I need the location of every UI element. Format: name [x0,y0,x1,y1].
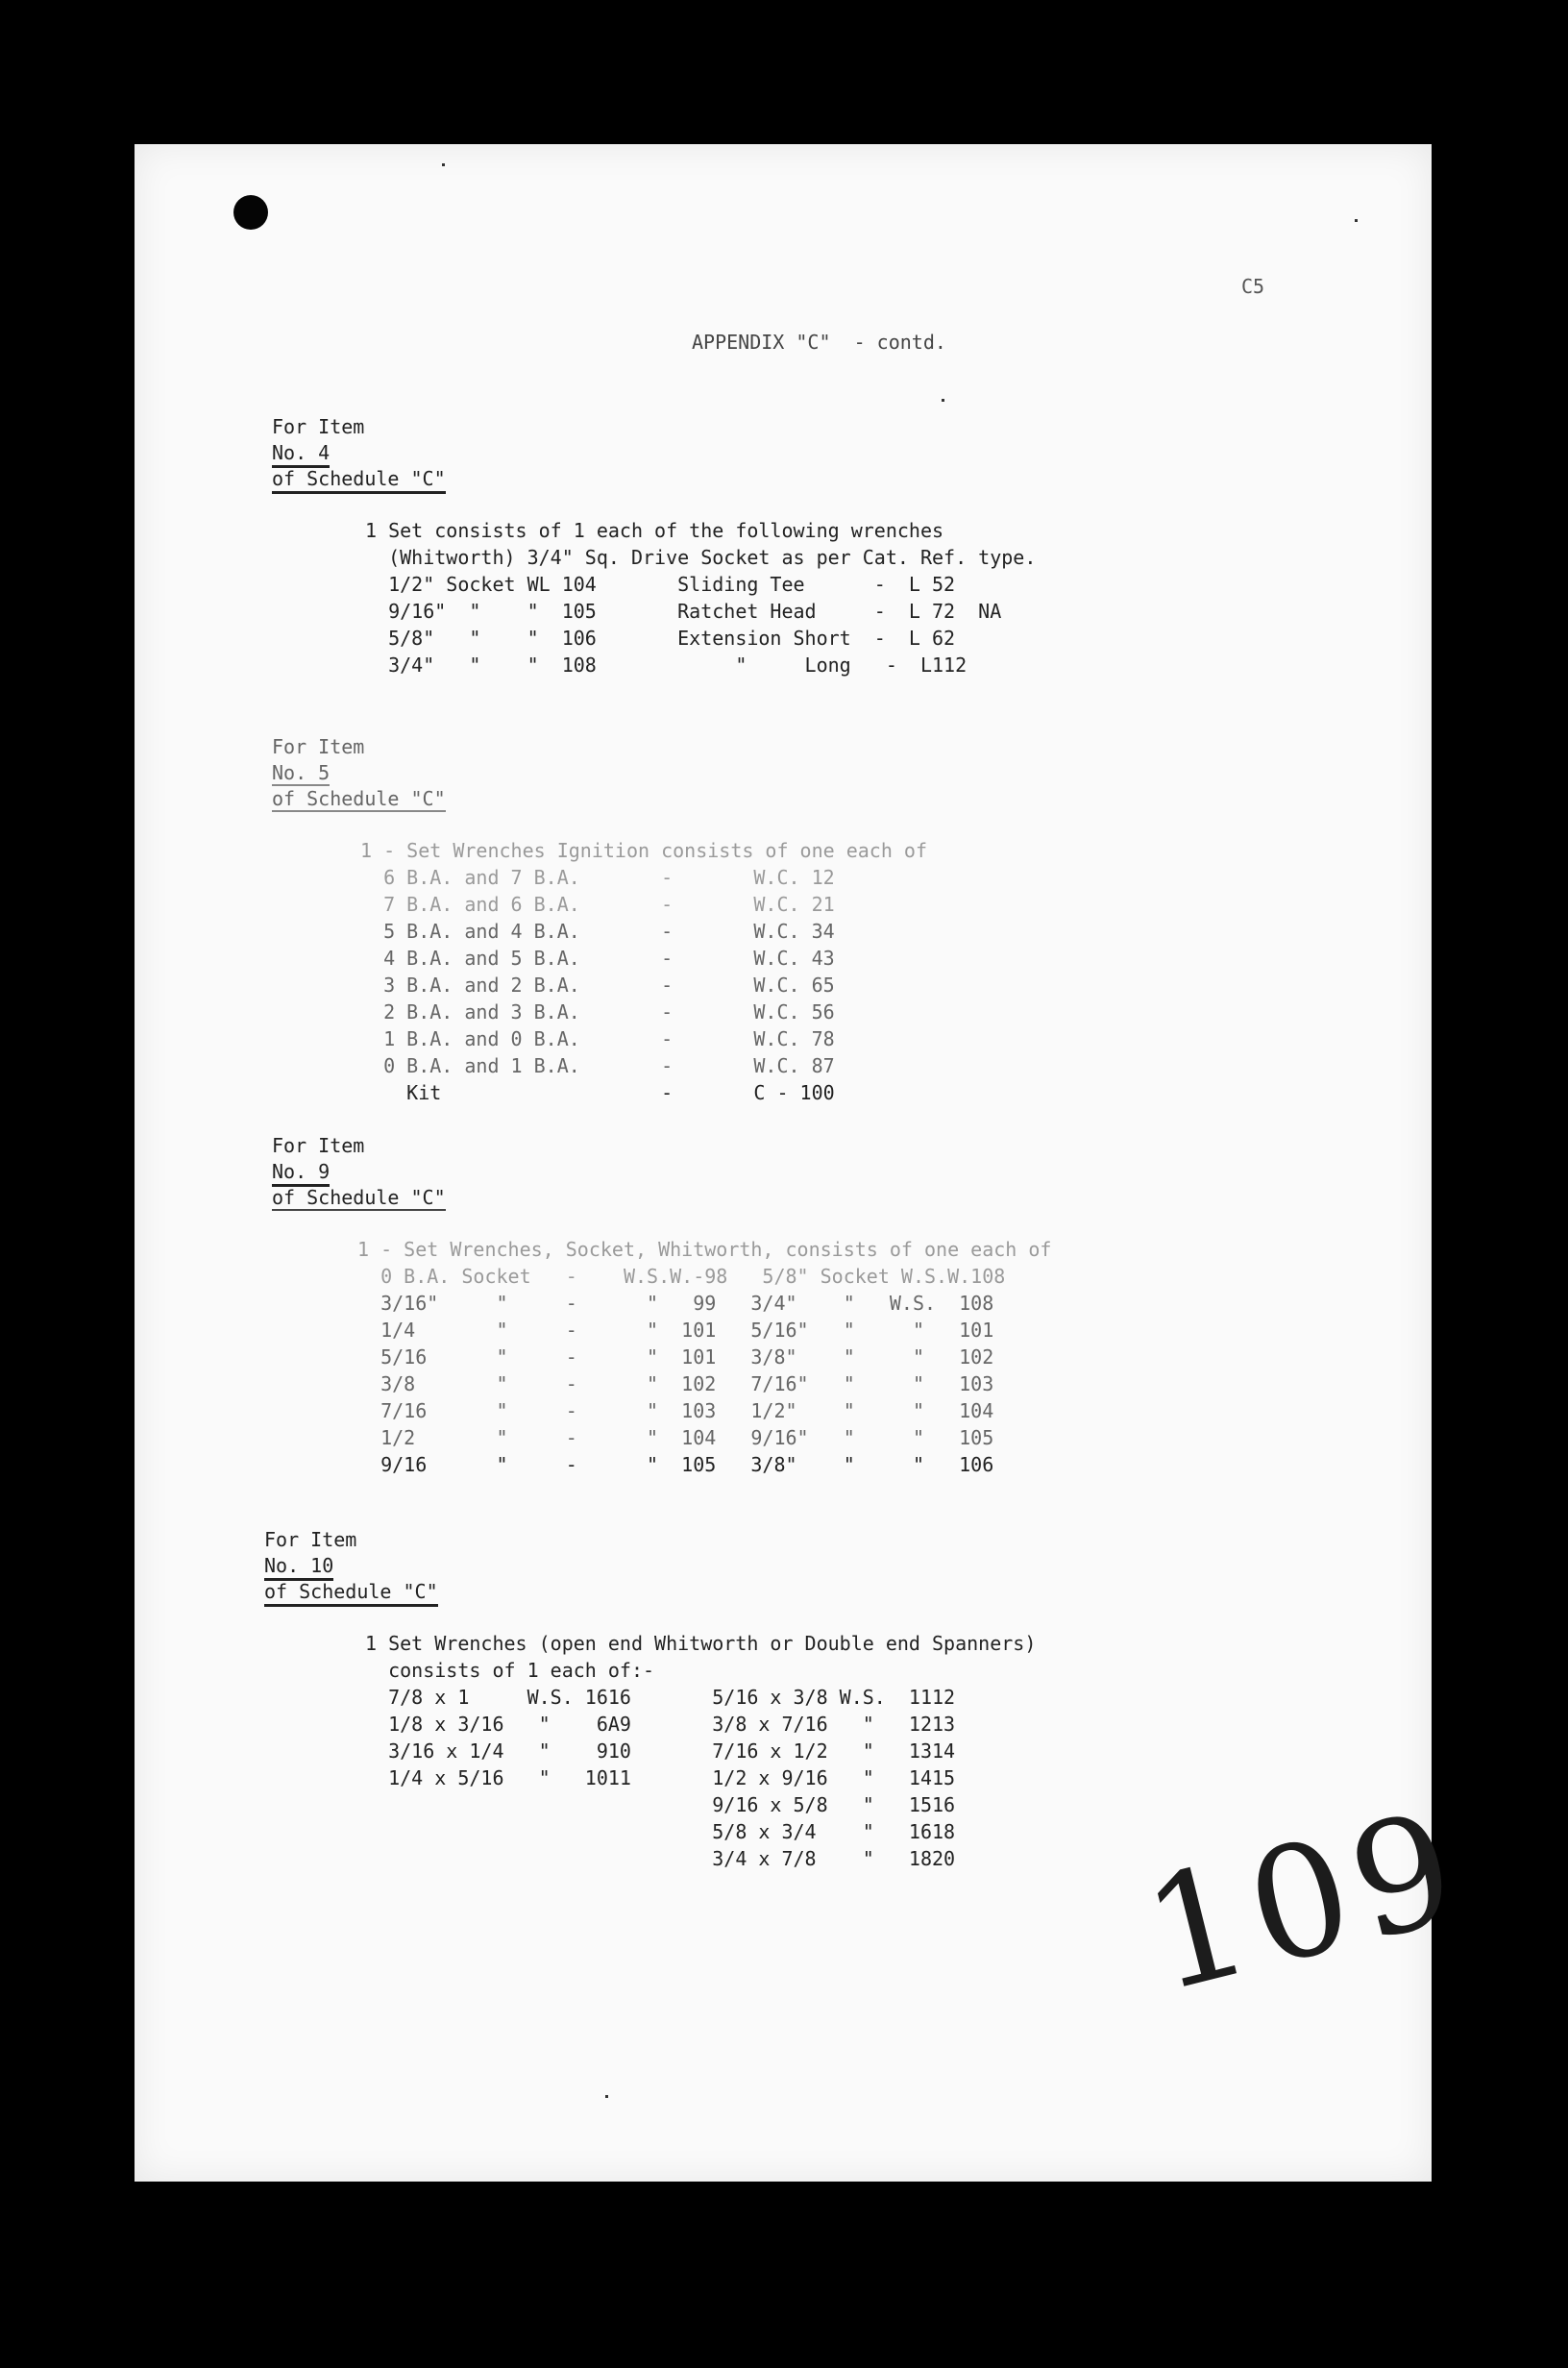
section-heading-schedule: of Schedule "C" [264,1580,438,1607]
section-line: 2 B.A. and 3 B.A. - W.C. 56 [360,1000,835,1024]
section-line: Kit - C - 100 [360,1081,835,1104]
speck [1355,219,1358,222]
section-line: 7/16 " - " 103 1/2" " " 104 [357,1399,994,1422]
section-heading-line: For Item [272,1134,365,1157]
section-line: 1/8 x 3/16 " 6A9 3/8 x 7/16 " 1213 [365,1713,956,1736]
section-line: 1/4 x 5/16 " 1011 1/2 x 9/16 " 1415 [365,1766,956,1789]
section-line: 0 B.A. Socket - W.S.W.-98 5/8" Socket W.S.W.108 [357,1265,1006,1288]
section-line: 3/4 x 7/8 " 1820 [365,1847,956,1870]
section-heading-number: No. 5 [272,761,331,784]
speck [442,163,445,166]
speck [942,399,944,402]
section-line: 5/8 x 3/4 " 1618 [365,1820,956,1843]
section-line: consists of 1 each of:- [365,1659,655,1682]
document-page [135,144,1480,2182]
section-line: 3/8 " - " 102 7/16" " " 103 [357,1372,994,1395]
section-line: 5/16 " - " 101 3/8" " " 102 [357,1345,994,1369]
section-heading-number: No. 4 [272,441,330,468]
section-heading-number: No. 9 [272,1160,330,1187]
section-line: 5/8" " " 106 Extension Short - L 62 [365,627,956,650]
section-line: 3/16 x 1/4 " 910 7/16 x 1/2 " 1314 [365,1739,956,1763]
speck [605,2095,608,2098]
section-line: 3 B.A. and 2 B.A. - W.C. 65 [360,974,835,997]
section-line: (Whitworth) 3/4" Sq. Drive Socket as per Cat. Ref. type. [365,546,1037,569]
section-line: 3/16" " - " 99 3/4" " W.S. 108 [357,1292,994,1315]
section-line: 1 B.A. and 0 B.A. - W.C. 78 [360,1027,835,1050]
section-line: 0 B.A. and 1 B.A. - W.C. 87 [360,1054,835,1077]
section-line: 1 Set Wrenches (open end Whitworth or Double end Spanners) [365,1632,1037,1655]
handwritten-page-number: 109 [1128,1775,1480,2028]
section-line: 9/16 " - " 105 3/8" " " 106 [357,1453,994,1476]
section-line: 1 - Set Wrenches Ignition consists of one each of [360,839,928,862]
section-line: 1/2 " - " 104 9/16" " " 105 [357,1426,994,1449]
section-line: 1/2" Socket WL 104 Sliding Tee - L 52 [365,573,956,596]
section-line: 9/16 x 5/8 " 1516 [365,1793,956,1816]
section-heading-line: For Item [264,1528,357,1551]
section-line: 3/4" " " 108 " Long - L112 [365,654,968,677]
page-code: C5 [1241,275,1265,298]
section-line: 1/4 " - " 101 5/16" " " 101 [357,1319,994,1342]
section-heading-line: For Item [272,735,365,758]
section-line: 6 B.A. and 7 B.A. - W.C. 12 [360,866,835,889]
section-line: 9/16" " " 105 Ratchet Head - L 72 NA [365,600,1002,623]
punch-hole [233,195,268,230]
section-heading-line: For Item [272,415,365,438]
section-line: 7 B.A. and 6 B.A. - W.C. 21 [360,893,835,916]
section-line: 1 Set consists of 1 each of the following wrenches [365,519,944,542]
section-heading-schedule: of Schedule "C" [272,1186,446,1209]
section-line: 5 B.A. and 4 B.A. - W.C. 34 [360,920,835,943]
section-heading-number: No. 10 [264,1554,333,1581]
appendix-header: APPENDIX "C" - contd. [692,331,946,354]
section-heading-schedule: of Schedule "C" [272,467,446,494]
section-heading-schedule: of Schedule "C" [272,787,446,810]
section-line: 7/8 x 1 W.S. 1616 5/16 x 3/8 W.S. 1112 [365,1686,956,1709]
section-line: 1 - Set Wrenches, Socket, Whitworth, consists of one each of [357,1238,1052,1261]
section-line: 4 B.A. and 5 B.A. - W.C. 43 [360,947,835,970]
